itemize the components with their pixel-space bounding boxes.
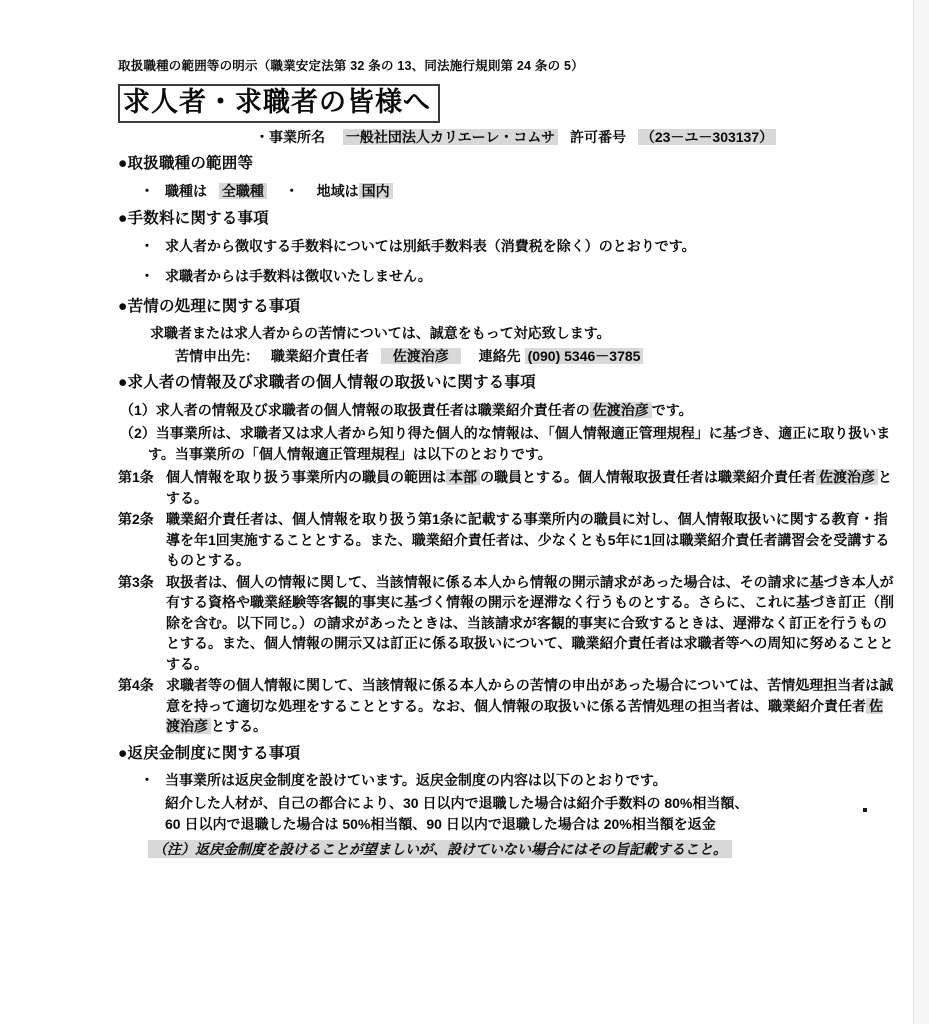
article-1-text-end: とする。: [166, 469, 892, 506]
refund-line-2: 紹介した人材が、自己の都合により、30 日以内で退職した場合は紹介手数料の 80%相当額、: [165, 794, 749, 811]
scope-values: [165, 181, 896, 202]
article-1-body: [166, 467, 896, 508]
article-3-label: 第3条: [118, 573, 154, 590]
article-4-text: 求職者等の個人情報に関して、当該情報に係る本人からの苦情の申出があった場合については、苦情処理担当者は誠意を持って適切な処理をすることとする。なお、個人情報の取扱いに係る苦情処理の担当者は、職業紹介責任者: [166, 677, 894, 714]
item-1-name: 佐渡治彦: [590, 402, 652, 418]
refund-line-1-text: 当事業所は返戻金制度を設けています。返戻金制度の内容は以下のとおりです。: [165, 772, 667, 789]
article-1-highlight-dept: 本部: [446, 469, 480, 485]
region-value: 国内: [359, 183, 393, 199]
office-name-line: [255, 127, 896, 148]
refund-line-3: 60 日以内で退職した場合は 50%相当額、90 日以内で退職した場合は 20%相当額を返金: [165, 816, 716, 833]
section-heading-refund: ●返戻金制度に関する事項: [118, 744, 301, 762]
article-4-text-end: とする。: [211, 718, 267, 735]
personal-info-item-2: （2）当事業所は、求職者又は求人者から知り得た個人的な情報は、「個人情報適正管理規程」に基づき、適正に取り扱います。当事業所の「個人情報適正管理規程」は以下のとおりです。: [120, 425, 891, 462]
refund-line-1: [140, 770, 896, 791]
article-3-body: 取扱者は、個人の情報に関して、当該情報に係る本人から情報の開示請求があった場合は、その請求に基づき本人が有する資格や職業経験等客観的事実に基づく情報の開示を遅滞なく行うものとする。さらに、これに基づき訂正（削除を含む。以下同じ。）の請求があったときは、当該請求が客観的事実に合致するときは、遅滞なく訂正を行うものとする。また、個人情報の開示又は訂正に係る取扱いについて、職業紹介責任者は求職者等への周知に努めることとする。: [166, 573, 894, 672]
item-1-text: （1）求人者の情報及び求職者の個人情報の取扱責任者は職業紹介責任者の: [120, 401, 590, 418]
bullet-mark: ・: [140, 268, 154, 285]
section-heading-personal-info: ●求人者の情報及び求職者の個人情報の取扱いに関する事項: [118, 374, 536, 392]
article-3: [118, 572, 896, 675]
complaints-intro: 求職者または求人者からの苦情については、誠意をもって対応致します。: [150, 325, 611, 342]
article-1-text: 個人情報を取り扱う事業所内の職員の範囲は: [166, 469, 446, 486]
document-page: [118, 56, 896, 859]
article-2-body: 職業紹介責任者は、個人情報を取り扱う第1条に記載する事業所内の職員に対し、個人情報取扱いに関する教育・指導を年1回実施することとする。また、職業紹介責任者は、少なくとも5年に1回は職業紹介責任者講習会を受講するものとする。: [166, 511, 890, 569]
region-label: 地域は: [316, 182, 359, 199]
section-heading-fees: ●手数料に関する事項: [118, 210, 269, 228]
article-1: [118, 467, 896, 508]
mid-bullet-mark: ・: [284, 182, 299, 199]
responsible-label: 職業紹介責任者: [270, 347, 369, 364]
section-heading-scope: ●取扱職種の範囲等: [118, 155, 254, 173]
article-1-text-mid: の職員とする。個人情報取扱責任者は職業紹介責任者: [480, 469, 816, 486]
permit-number-label: 許可番号: [569, 128, 626, 145]
office-name-label: ・事業所名: [255, 128, 325, 145]
article-2-label: 第2条: [118, 511, 154, 528]
fee-item-2-text: 求職者からは手数料は徴収いたしません。: [165, 268, 432, 285]
article-4: [118, 675, 896, 737]
personal-info-item-1: [118, 400, 896, 421]
refund-note-line: [148, 839, 896, 860]
section-heading-complaints: ●苦情の処理に関する事項: [118, 297, 301, 315]
page-title: 求人者・求職者の皆様へ: [118, 84, 440, 123]
item-1-suffix: です。: [651, 401, 693, 418]
fee-item-2: [140, 266, 896, 287]
article-4-label: 第4条: [118, 677, 154, 694]
bullet-mark: ・: [140, 772, 154, 789]
article-4-body: [166, 675, 896, 737]
article-1-highlight-name: 佐渡治彦: [816, 469, 878, 485]
complaints-contact-line: [175, 346, 896, 367]
article-1-label: 第1条: [118, 469, 154, 486]
scope-line: [140, 181, 896, 202]
phone-number: (090) 5346－3785: [525, 348, 644, 364]
article-2: [118, 509, 896, 571]
office-name-value: 一般社団法人カリエーレ・コムサ: [343, 129, 558, 145]
stray-dot-mark: [863, 808, 867, 812]
refund-note-text: （注）返戻金制度を設けることが望ましいが、設けていない場合にはその旨記載すること。: [148, 840, 732, 858]
article-4-highlight-name: 佐渡治彦: [166, 697, 883, 735]
occupation-label: 職種は: [165, 182, 207, 199]
contact-label: 苦情申出先：: [175, 347, 259, 364]
fee-item-1: [140, 236, 896, 257]
responsible-name: 佐渡治彦: [381, 348, 461, 364]
permit-number-value: （23－ユ－303137）: [638, 129, 776, 145]
law-reference-note: 取扱職種の範囲等の明示（職業安定法第 32 条の 13、同法施行規則第 24 条の 5）: [118, 59, 584, 73]
bullet-mark: ・: [140, 237, 154, 254]
fee-item-1-text: 求人者から徴収する手数料については別紙手数料表（消費税を除く）のとおりです。: [165, 237, 696, 254]
bullet-mark: ・: [140, 182, 154, 199]
page-edge-gutter: [913, 0, 929, 1024]
occupation-value: 全職種: [219, 183, 267, 199]
phone-label: 連絡先: [478, 347, 521, 364]
